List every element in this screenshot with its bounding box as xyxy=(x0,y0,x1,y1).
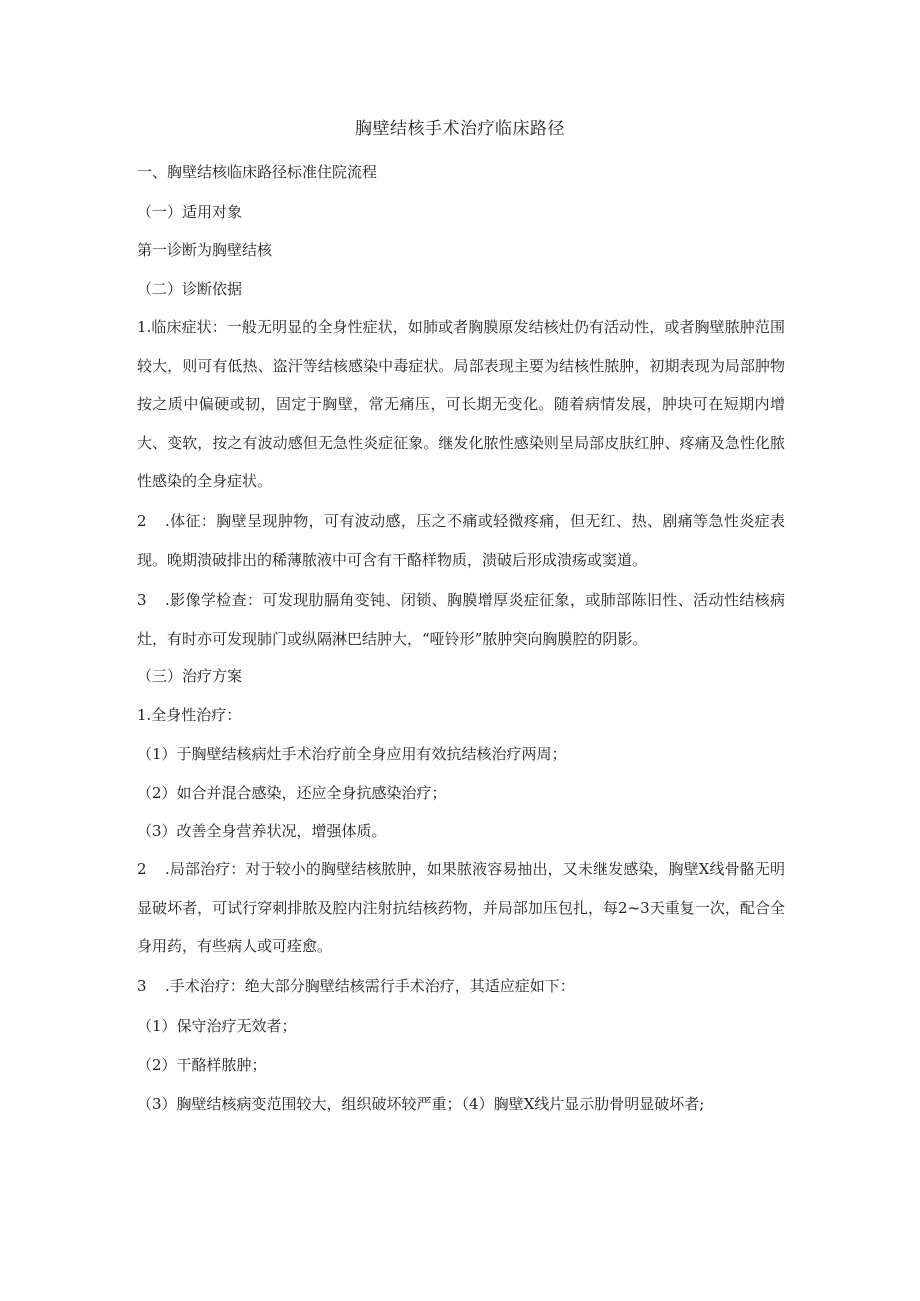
item-number: 2 xyxy=(137,860,147,878)
treatment-systemic-item-3: （3）改善全身营养状况，增强体质。 xyxy=(137,822,387,840)
treatment-systemic-heading: 1.全身性治疗： xyxy=(137,706,242,724)
diagnosis-item-clinical-symptoms: 1.临床症状：一般无明显的全身性症状，如肺或者胸膜原发结核灶仍有活动性，或者胸壁脓肿范围较大，则可有低热、盗汗等结核感染中毒症状。局部表现主要为结核性脓肿，初期表现为局部肿物按之质中偏硬或韧，固定于胸壁，常无痛压，可长期无变化。随着病情发展，肿块可在短期内增大、变软，按之有波动感但无急性炎症征象。继发化脓性感染则呈局部皮肤红肿、疼痛及急性化脓性感染的全身症状。 xyxy=(137,318,785,490)
treatment-systemic-item-1: （1）于胸壁结核病灶手术治疗前全身应用有效抗结核治疗两周； xyxy=(137,745,567,763)
page-title: 胸壁结核手术治疗临床路径 xyxy=(355,119,565,139)
diagnosis-item-imaging xyxy=(137,581,785,658)
item-text: .影像学检查：可发现肋膈角变钝、闭锁、胸膜增厚炎症征象，或肺部陈旧性、活动性结核病灶，有时亦可发现肺门或纵隔淋巴结肿大，“哑铃形”脓肿突向胸膜腔的阴影。 xyxy=(137,591,785,648)
item-text: .局部治疗：对于较小的胸壁结核脓肿，如果脓液容易抽出，又未继发感染，胸壁X线骨骼无明显破坏者，可试行穿刺排脓及腔内注射抗结核药物，并局部加压包扎，每2~3天重复一次，配合全身用药，有些病人或可痊愈。 xyxy=(137,860,785,955)
surgical-indication-2: （2）干酪样脓肿； xyxy=(137,1056,267,1074)
item-text: .手术治疗：绝大部分胸壁结核需行手术治疗，其适应症如下： xyxy=(165,977,575,995)
surgical-indication-3-4: （3）胸壁结核病变范围较大，组织破坏较严重；（4）胸壁X线片显示肋骨明显破坏者; xyxy=(137,1095,705,1113)
subsection-heading-treatment: （三）治疗方案 xyxy=(137,667,243,685)
item-number: 3 xyxy=(137,977,147,995)
applicable-text: 第一诊断为胸壁结核 xyxy=(137,241,273,259)
subsection-heading-diagnosis: （二）诊断依据 xyxy=(137,280,243,298)
surgical-indication-1: （1）保守治疗无效者； xyxy=(137,1017,297,1035)
treatment-systemic-item-2: （2）如合并混合感染，还应全身抗感染治疗； xyxy=(137,784,447,802)
treatment-surgical xyxy=(137,967,785,1006)
item-number: 2 xyxy=(137,512,147,530)
item-text: .体征：胸壁呈现肿物，可有波动感，压之不痛或轻微疼痛，但无红、热、剧痛等急性炎症表现。晚期溃破排出的稀薄脓液中可含有干酪样物质，溃破后形成溃疡或窦道。 xyxy=(137,512,785,569)
subsection-heading-applicable: （一）适用对象 xyxy=(137,203,243,221)
treatment-local xyxy=(137,850,785,966)
item-number: 3 xyxy=(137,591,147,609)
diagnosis-item-signs xyxy=(137,502,785,579)
section-heading-1: 一、胸壁结核临床路径标准住院流程 xyxy=(137,163,378,181)
